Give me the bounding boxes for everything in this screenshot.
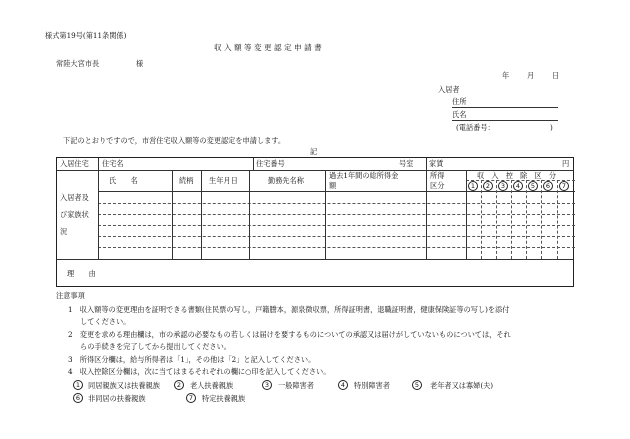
deduction-number-5: 5 xyxy=(528,181,538,191)
address-line[interactable] xyxy=(452,107,558,108)
category-4-number: 4 xyxy=(338,380,348,390)
deduction-number-3: 3 xyxy=(498,181,508,191)
category-5-number: 5 xyxy=(412,380,422,390)
category-3-label: 一般障害者 xyxy=(278,381,314,390)
category-3-number: 3 xyxy=(262,380,272,390)
phone-close: ) xyxy=(550,123,553,132)
notes-heading: 注意事項 xyxy=(56,291,85,300)
header-workplace: 勤務先名称 xyxy=(268,176,304,185)
date-year: 年 xyxy=(502,71,510,80)
form-number: 様式第19号(第11条関係) xyxy=(45,31,127,40)
application-table xyxy=(56,157,574,287)
note-1-line1: 1 収入額等の変更理由を証明できる書類(住民票の写し，戸籍謄本，源泉徴収票，所得証明書，退職証明書，健康保険証等の写し)を添付 xyxy=(68,305,510,314)
category-1-label: 同居親族又は扶養親族 xyxy=(88,381,160,390)
note-2-line1: 2 変更を求める理由欄は，市の承認の必要なもの若しくは届けを要するものについての承認又は届けがしていないものについては，それ xyxy=(68,330,511,339)
note-4: 4 収入控除区分欄は，次に当てはまるそれぞれの欄に○印を記入してください。 xyxy=(68,367,331,376)
deduction-number-7: 7 xyxy=(559,181,569,191)
addressee: 常陸大宮市長 xyxy=(56,59,100,68)
deduction-number-1: 1 xyxy=(468,181,478,191)
header-income-line1: 過去1年間の総所得金 xyxy=(329,171,399,180)
category-6-number: 6 xyxy=(73,393,83,403)
phone-label: (電話番号： xyxy=(456,123,495,132)
applicant-heading: 入居者 xyxy=(438,85,460,94)
header-relation: 続柄 xyxy=(179,176,194,185)
category-7-label: 特定扶養親族 xyxy=(202,394,246,403)
header-birth: 生年月日 xyxy=(209,176,238,185)
category-2-number: 2 xyxy=(174,380,184,390)
name-label: 氏名 xyxy=(452,110,467,119)
name-line[interactable] xyxy=(452,120,558,121)
deduction-number-6: 6 xyxy=(543,181,553,191)
header-category-line1: 所得 xyxy=(430,171,445,180)
deduction-number-2: 2 xyxy=(483,181,493,191)
header-name: 氏 名 xyxy=(109,176,138,185)
category-2-label: 老人扶養親族 xyxy=(190,381,234,390)
note-1-line2: してください。 xyxy=(80,317,131,326)
yen-label: 円 xyxy=(562,159,570,168)
record-mark: 記 xyxy=(310,147,318,156)
housing-number-label: 住宅番号 xyxy=(256,159,285,168)
header-category-line2: 区分 xyxy=(430,181,445,190)
deduction-number-4: 4 xyxy=(513,181,523,191)
housing-label: 入居住宅 xyxy=(60,159,89,168)
rent-label: 家賃 xyxy=(429,159,444,168)
date-day: 日 xyxy=(552,71,560,80)
note-2-line2: らの手続きを完了してから提出してください。 xyxy=(80,342,231,351)
family-label-line3: 況 xyxy=(60,227,68,236)
category-1-number: 1 xyxy=(73,380,83,390)
note-3: 3 所得区分欄は，給与所得者は「1」，その他は「2」と記入してください。 xyxy=(68,355,316,364)
family-label-line2: び家族状 xyxy=(60,210,89,219)
category-4-label: 特別障害者 xyxy=(354,381,390,390)
address-label: 住所 xyxy=(452,97,467,106)
header-income-line2: 額 xyxy=(329,181,337,190)
intro-text: 下記のとおりですので，市営住宅収入額等の変更認定を申請します。 xyxy=(63,136,286,145)
room-unit-label: 号室 xyxy=(399,159,414,168)
page-title: 収 入 額 等 変 更 認 定 申 請 書 xyxy=(214,43,322,52)
honorific: 様 xyxy=(136,59,144,68)
category-6-label: 非同居の扶養親族 xyxy=(88,394,146,403)
category-7-number: 7 xyxy=(186,393,196,403)
date-month: 月 xyxy=(527,71,535,80)
category-5-label: 老年者又は寡婦(夫) xyxy=(430,381,494,390)
header-deduction: 収 入 控 除 区 分 xyxy=(477,171,557,180)
reason-label: 理 由 xyxy=(67,269,96,278)
housing-name-label: 住宅名 xyxy=(102,159,124,168)
family-label-line1: 入居者及 xyxy=(60,193,89,202)
